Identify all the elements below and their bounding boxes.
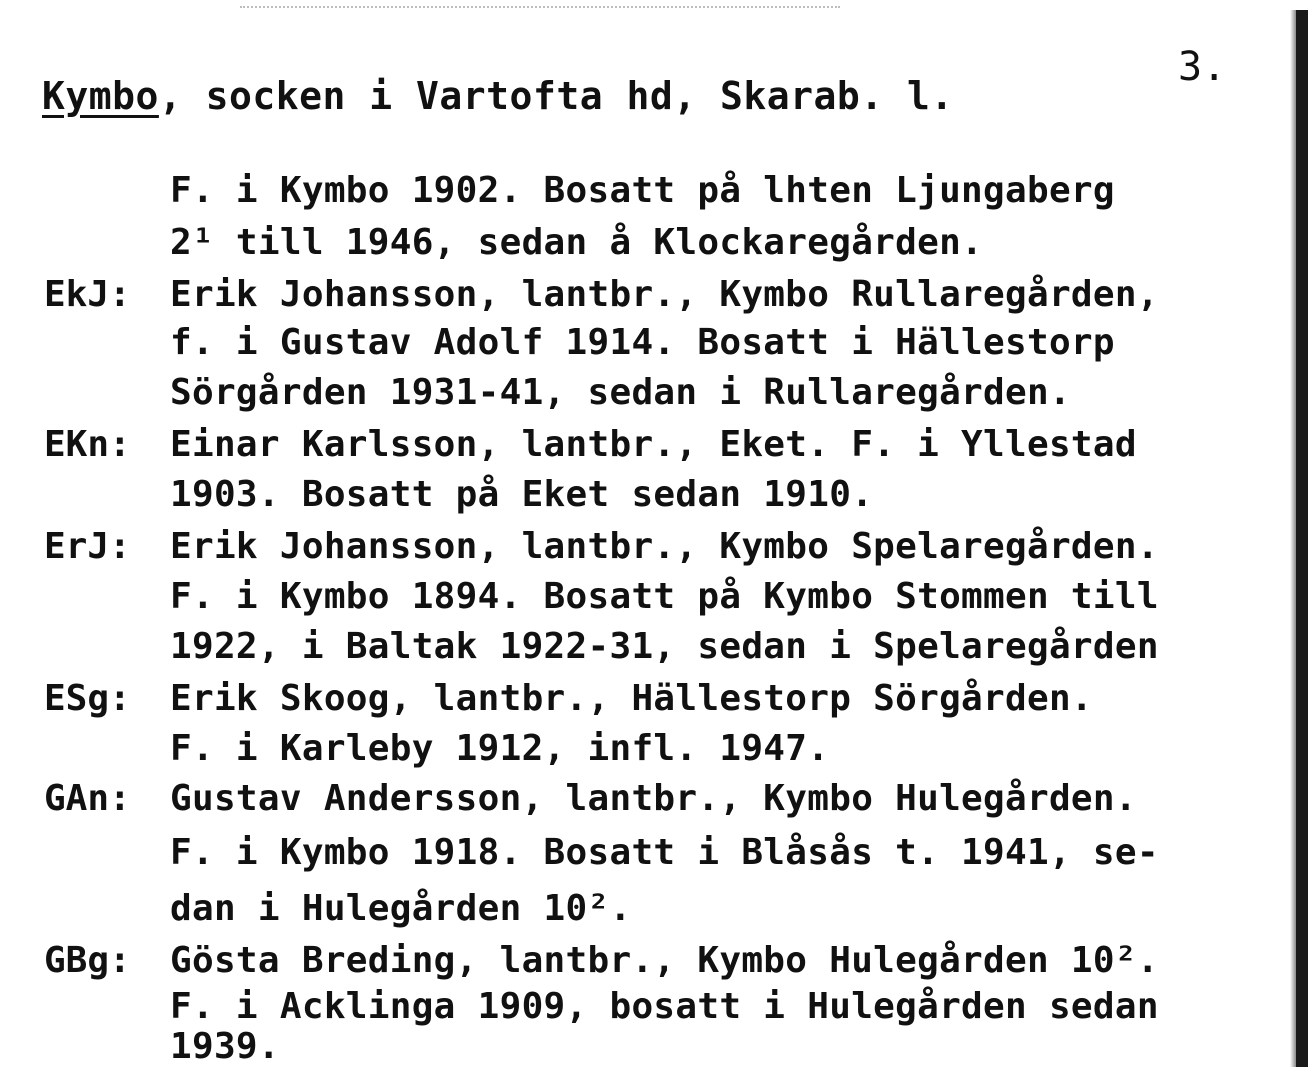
entry-line: F. i Kymbo 1918. Bosatt i Blåsås t. 1941, se- [170, 832, 1159, 873]
entry-line: 2¹ till 1946, sedan å Klockaregården. [170, 222, 984, 263]
entry-line: F. i Acklinga 1909, bosatt i Hulegården sedan [170, 986, 1159, 1027]
entry-line: F. i Kymbo 1902. Bosatt på lhten Ljungaberg [170, 170, 1115, 211]
entry-line: Erik Johansson, lantbr., Kymbo Spelaregården. [170, 526, 1159, 567]
card-edge [1296, 10, 1308, 1067]
entry-line: Gösta Breding, lantbr., Kymbo Hulegården 10². [170, 940, 1159, 981]
informant-code: GBg: [44, 940, 131, 981]
card-header [42, 74, 954, 118]
entry-line: f. i Gustav Adolf 1914. Bosatt i Hällestorp [170, 322, 1115, 363]
informant-code: ErJ: [44, 526, 131, 567]
informant-code: EkJ: [44, 274, 131, 315]
scan-artifact-dots [240, 6, 840, 10]
informant-code: EKn: [44, 424, 131, 465]
page-number: 3. [1178, 44, 1227, 90]
entry-line: 1939. [170, 1026, 280, 1067]
informant-code: ESg: [44, 678, 131, 719]
entry-line: Erik Skoog, lantbr., Hällestorp Sörgården. [170, 678, 1093, 719]
entry-line: 1903. Bosatt på Eket sedan 1910. [170, 474, 874, 515]
entry-line: Sörgården 1931-41, sedan i Rullaregården. [170, 372, 1071, 413]
entry-line: F. i Kymbo 1894. Bosatt på Kymbo Stommen till [170, 576, 1159, 617]
entry-line: Gustav Andersson, lantbr., Kymbo Hulegården. [170, 778, 1137, 819]
parish-name: Kymbo [42, 74, 159, 118]
entry-line: Einar Karlsson, lantbr., Eket. F. i Yllestad [170, 424, 1137, 465]
informant-code: GAn: [44, 778, 131, 819]
entry-line: 1922, i Baltak 1922-31, sedan i Spelaregården [170, 626, 1159, 667]
parish-description: , socken i Vartofta hd, Skarab. l. [158, 74, 954, 118]
entry-line: Erik Johansson, lantbr., Kymbo Rullaregården, [170, 274, 1159, 315]
entry-line: dan i Hulegården 10². [170, 888, 632, 929]
entry-line: F. i Karleby 1912, infl. 1947. [170, 728, 830, 769]
